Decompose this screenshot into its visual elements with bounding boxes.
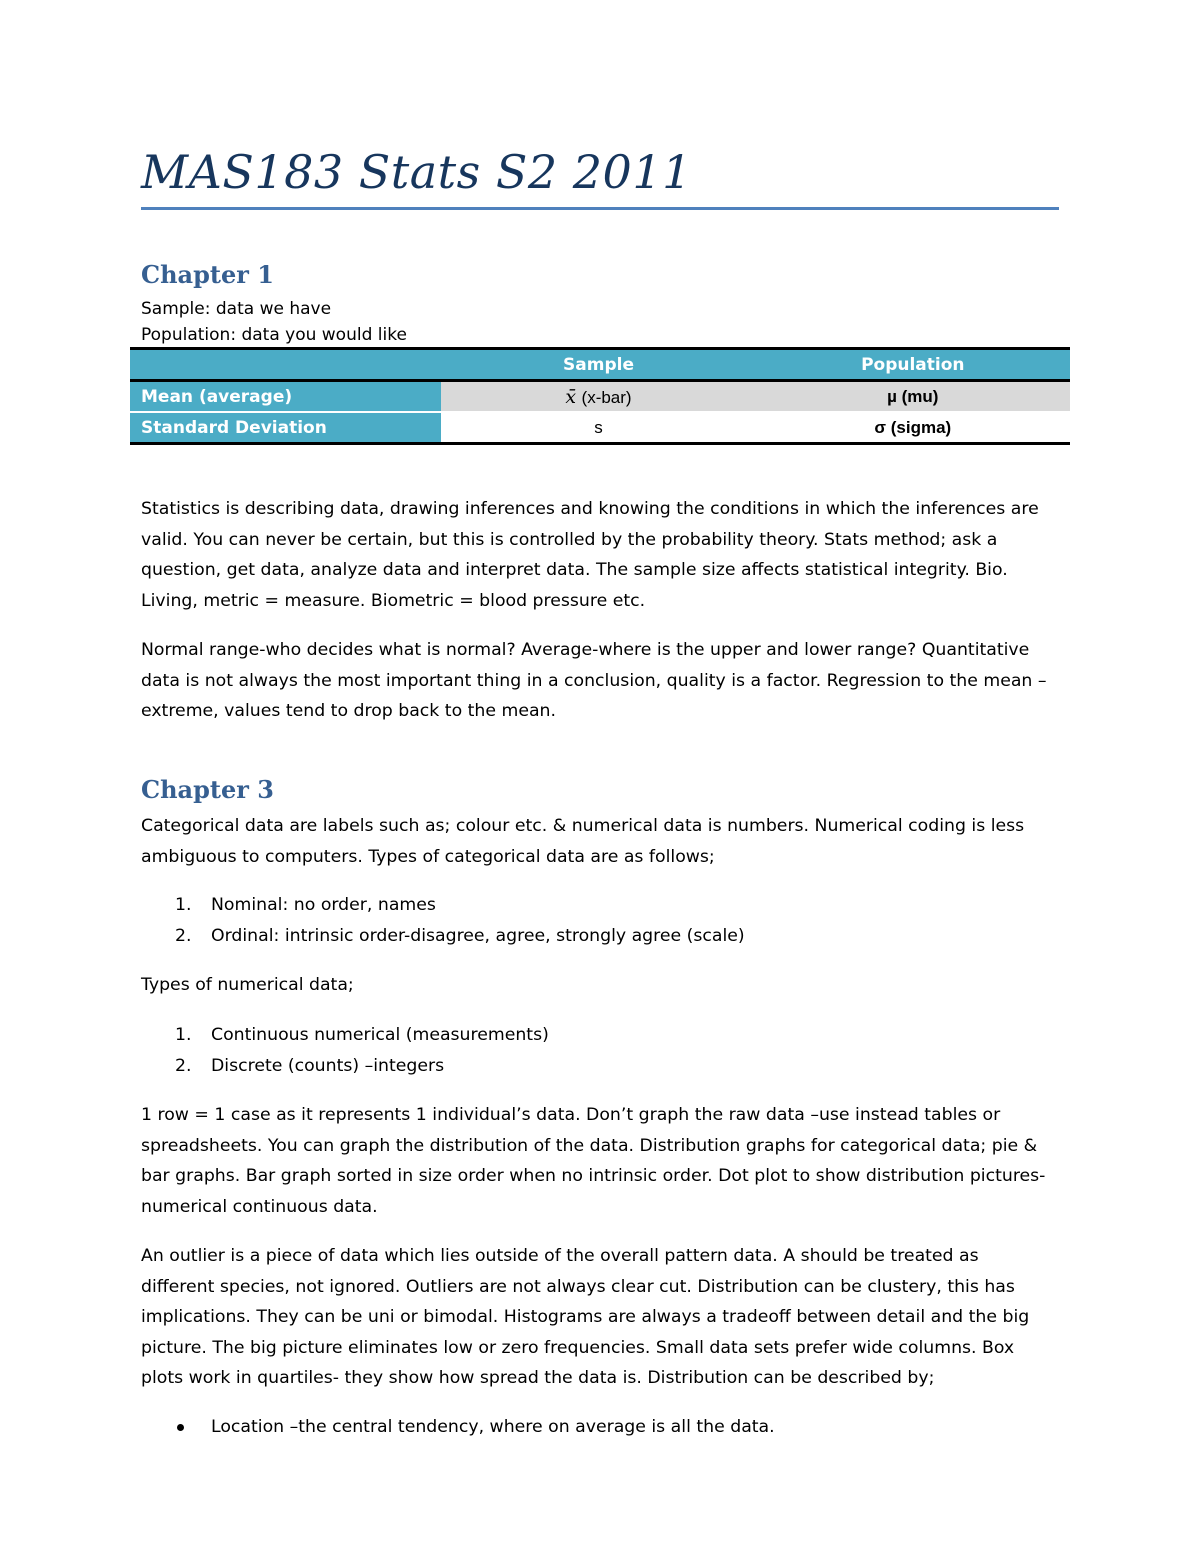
title-underline: [141, 207, 1059, 210]
paragraph-line: different species, not ignored. Outliers are not always clear cut. Distribution can be clustery, this has: [141, 1276, 1015, 1297]
bullet-icon: [177, 1424, 184, 1431]
list-item-text: Discrete (counts) –integers: [211, 1055, 445, 1076]
paragraph-line: numerical continuous data.: [141, 1196, 378, 1217]
paragraph-line: extreme, values tend to drop back to the mean.: [141, 701, 556, 721]
mean-population-cell: µ (mu): [756, 381, 1070, 413]
sd-sample-cell: s: [594, 417, 603, 437]
list-item-text: Continuous numerical (measurements): [211, 1025, 549, 1045]
sd-population-cell: σ (sigma): [874, 417, 952, 437]
list-number: 2.: [175, 925, 192, 946]
sample-population-table: [130, 347, 1070, 445]
numerical-types-list: [141, 1020, 549, 1081]
table-row-mean: [130, 381, 1070, 413]
paragraph-line: Normal range-who decides what is normal? Average-where is the upper and lower range? Quantitative: [141, 640, 1030, 660]
row-label-mean: Mean (average): [130, 381, 441, 413]
list-item: [141, 1020, 549, 1051]
paragraph-line: data is not always the most important thing in a conclusion, quality is a factor. Regression to the mean –: [141, 670, 1047, 691]
list-item-text: Location –the central tendency, where on average is all the data.: [211, 1417, 775, 1437]
outlier-paragraph: [141, 1241, 1071, 1394]
paragraph-line: plots work in quartiles- they show how spread the data is. Distribution can be described by;: [141, 1368, 935, 1388]
paragraph-line: An outlier is a piece of data which lies outside of the overall pattern data. A should be treated as: [141, 1246, 979, 1266]
mean-sample-text: (x-bar): [581, 387, 632, 407]
paragraph-line: Statistics is describing data, drawing inferences and knowing the conditions in which the inferences are: [141, 499, 1039, 519]
paragraph-line: 1 row = 1 case as it represents 1 individual’s data. Don’t graph the raw data –use instead tables or: [141, 1105, 1001, 1125]
list-number: 1.: [175, 1025, 192, 1045]
distribution-bullets: [141, 1412, 775, 1443]
table-header-row: [130, 349, 1070, 381]
list-item: [141, 1051, 549, 1082]
paragraph-line: Living, metric = measure. Biometric = blood pressure etc.: [141, 590, 646, 611]
paragraph-line: Types of numerical data;: [141, 975, 354, 995]
x-bar-symbol: x̄: [565, 385, 577, 408]
table-row-sd: [130, 412, 1070, 444]
paragraph-line: question, get data, analyze data and interpret data. The sample size affects statistical integrity. Bio.: [141, 560, 1008, 580]
paragraph-line: bar graphs. Bar graph sorted in size order when no intrinsic order. Dot plot to show distribution pictures-: [141, 1166, 1046, 1186]
list-item: [141, 921, 745, 952]
table-header-population: Population: [756, 349, 1070, 381]
sample-definition: Sample: data we have: [141, 299, 332, 319]
list-item-text: Nominal: no order, names: [211, 895, 436, 915]
chapter-3-heading: Chapter 3: [141, 775, 274, 804]
list-number: 2.: [175, 1055, 192, 1076]
list-item: [141, 1412, 775, 1443]
normal-range-paragraph: [141, 635, 1071, 727]
row-label-sd: Standard Deviation: [130, 412, 441, 444]
categorical-types-list: [141, 890, 745, 951]
paragraph-line: spreadsheets. You can graph the distribution of the data. Distribution graphs for categorical data; pie &: [141, 1135, 1038, 1156]
paragraph-line: implications. They can be uni or bimodal. Histograms are always a tradeoff between detail and the big: [141, 1307, 1030, 1327]
list-number: 1.: [175, 895, 192, 915]
chapter-1-heading: Chapter 1: [141, 260, 274, 289]
graphing-paragraph: [141, 1100, 1071, 1222]
paragraph-line: Categorical data are labels such as; colour etc. & numerical data is numbers. Numerical coding is less: [141, 816, 1025, 836]
mean-sample-cell: [441, 381, 755, 413]
table-header-sample: Sample: [441, 349, 755, 381]
statistics-paragraph: [141, 494, 1071, 616]
list-item-text: Ordinal: intrinsic order-disagree, agree, strongly agree (scale): [211, 925, 745, 946]
table-header-empty: [130, 349, 441, 381]
document-title: MAS183 Stats S2 2011: [141, 145, 692, 199]
population-definition: Population: data you would like: [141, 325, 407, 345]
paragraph-line: valid. You can never be certain, but this is controlled by the probability theory. Stats method; ask a: [141, 529, 998, 550]
categorical-intro-paragraph: [141, 811, 1071, 872]
list-item: [141, 890, 745, 921]
numerical-intro: [141, 970, 1071, 1001]
paragraph-line: picture. The big picture eliminates low or zero frequencies. Small data sets prefer wide columns. Box: [141, 1337, 1015, 1358]
paragraph-line: ambiguous to computers. Types of categorical data are as follows;: [141, 846, 715, 867]
